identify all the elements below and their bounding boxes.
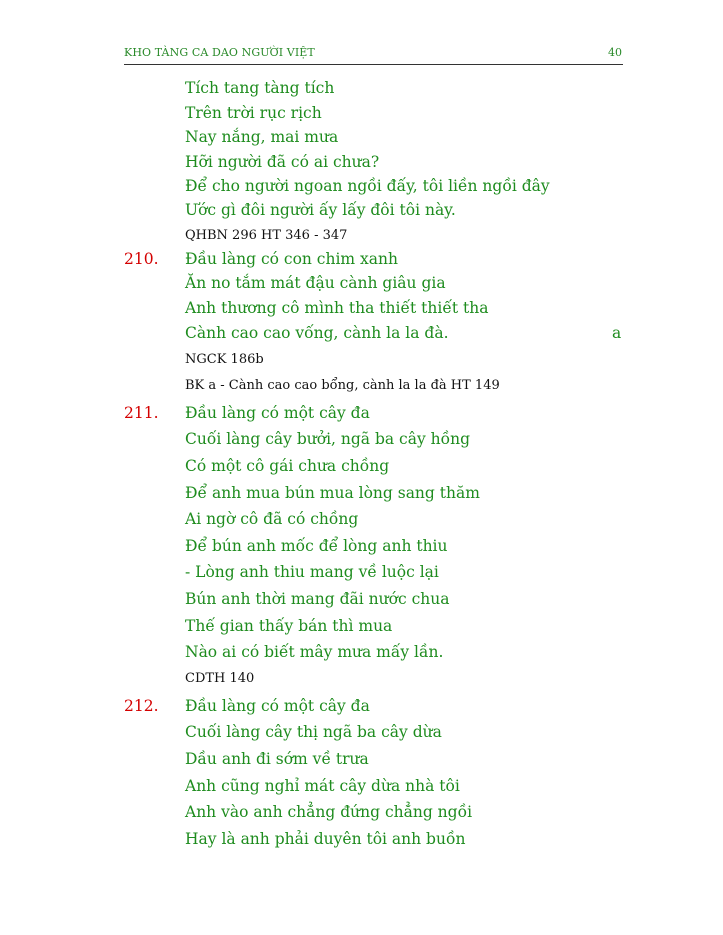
verse-line: Để anh mua bún mua lòng sang thăm <box>185 484 480 502</box>
variant-note: BK a - Cành cao cao bổng, cành la la đà HT 149 <box>185 378 500 393</box>
verse-line: Cành cao cao vống, cành la la đà. <box>185 324 449 342</box>
verse-line: Nay nắng, mai mưa <box>185 128 339 146</box>
book-title: KHO TÀNG CA DAO NGƯỜI VIỆT <box>124 46 315 59</box>
verse-line: Cuối làng cây thị ngã ba cây dừa <box>185 723 442 741</box>
page-header <box>124 44 623 65</box>
verse-line: Anh vào anh chẳng đứng chẳng ngồi <box>185 803 473 821</box>
footnote-mark: a <box>612 324 622 342</box>
source-citation: CDTH 140 <box>185 671 255 686</box>
verse-line: Ai ngờ cô đã có chồng <box>185 510 359 528</box>
verse-line: Cuối làng cây bưởi, ngã ba cây hồng <box>185 430 471 448</box>
stanza-number: 212. <box>124 697 159 715</box>
verse-line: Thế gian thấy bán thì mua <box>185 617 393 635</box>
verse-line: Ước gì đôi người ấy lấy đôi tôi này. <box>185 201 456 219</box>
verse-line: Hỡi người đã có ai chưa? <box>185 153 380 171</box>
stanza-number: 211. <box>124 404 159 422</box>
verse-line: Anh thương cô mình tha thiết thiết tha <box>185 299 489 317</box>
verse-line: Anh cũng nghỉ mát cây dừa nhà tôi <box>185 777 460 795</box>
stanza-number: 210. <box>124 250 159 268</box>
verse-line: Đầu làng có con chim xanh <box>185 250 399 268</box>
verse-line: Tích tang tàng tích <box>185 79 335 97</box>
verse-line: Trên trời rục rịch <box>185 104 322 122</box>
verse-line: Để cho người ngoan ngồi đấy, tôi liền ngồi đây <box>185 177 550 195</box>
verse-line: Bún anh thời mang đãi nước chua <box>185 590 450 608</box>
verse-line: Đầu làng có một cây đa <box>185 404 370 422</box>
page-number: 40 <box>608 46 622 59</box>
verse-line: Nào ai có biết mây mưa mấy lần. <box>185 643 444 661</box>
verse-line: Hay là anh phải duyên tôi anh buồn <box>185 830 466 848</box>
verse-line: - Lòng anh thiu mang về luộc lại <box>185 563 439 581</box>
verse-line: Dầu anh đi sớm về trưa <box>185 750 369 768</box>
verse-line: Ăn no tắm mát đậu cành giâu gia <box>185 274 446 292</box>
source-citation: NGCK 186b <box>185 352 264 367</box>
verse-line: Để bún anh mốc để lòng anh thiu <box>185 537 448 555</box>
verse-line: Đầu làng có một cây đa <box>185 697 370 715</box>
source-citation: QHBN 296 HT 346 - 347 <box>185 228 348 243</box>
verse-line: Có một cô gái chưa chồng <box>185 457 390 475</box>
